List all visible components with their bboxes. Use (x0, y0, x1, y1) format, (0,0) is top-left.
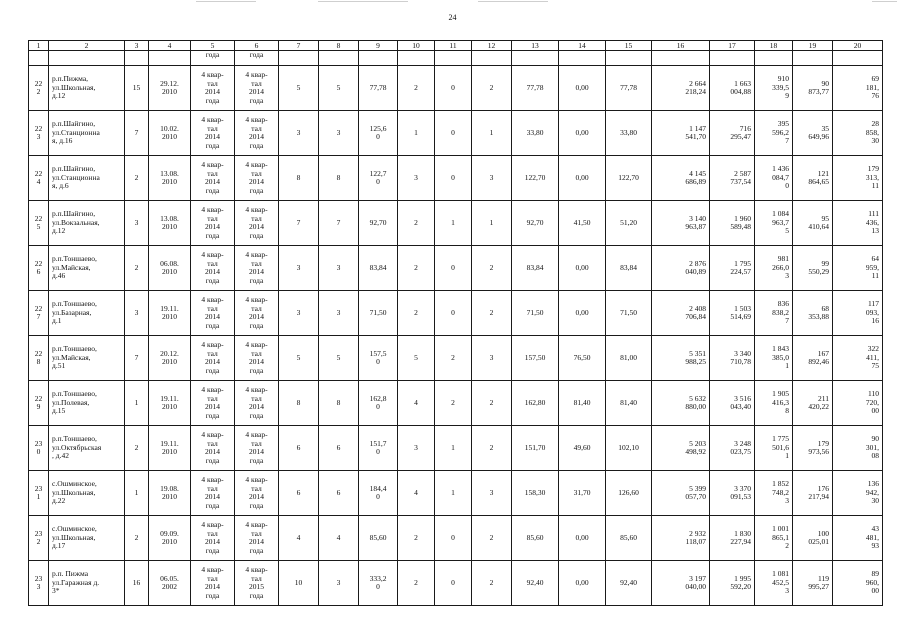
continued-cell (49, 51, 125, 66)
table-cell: 7 (319, 201, 359, 246)
table-cell: 322 411, 75 (833, 336, 883, 381)
table-cell: 102,10 (606, 426, 652, 471)
table-cell: 2 (398, 246, 435, 291)
table-cell: 5 (279, 66, 319, 111)
table-cell: 6 (279, 471, 319, 516)
table-cell: 16 (125, 561, 149, 606)
table-cell: 0,00 (559, 291, 606, 336)
table-cell: 2 664 218,24 (652, 66, 710, 111)
column-number-cell: 3 (125, 41, 149, 51)
table-cell: 76,50 (559, 336, 606, 381)
column-number-cell: 11 (435, 41, 472, 51)
table-cell: 122,70 (512, 156, 559, 201)
continued-cell (279, 51, 319, 66)
table-cell: 41,50 (559, 201, 606, 246)
table-cell: 90 301, 08 (833, 426, 883, 471)
table-cell: 5 203 498,92 (652, 426, 710, 471)
table-row (29, 66, 883, 111)
table-cell: 1 (472, 111, 512, 156)
table-cell: 23 2 (29, 516, 49, 561)
table-cell: 162,8 0 (359, 381, 398, 426)
table-cell: 23 0 (29, 426, 49, 471)
table-cell: 179 313, 11 (833, 156, 883, 201)
table-cell: 1 795 224,57 (710, 246, 755, 291)
table-cell: 2 (472, 516, 512, 561)
table-cell: 22 8 (29, 336, 49, 381)
table-cell: 89 960, 00 (833, 561, 883, 606)
table-row (29, 246, 883, 291)
table-cell: 1 843 385,0 1 (755, 336, 793, 381)
table-cell: 15 (125, 66, 149, 111)
table-cell: 22 4 (29, 156, 49, 201)
table-cell: 2 (125, 156, 149, 201)
continued-cell (559, 51, 606, 66)
table-cell: 4 квар- тал 2014 года (235, 66, 279, 111)
table-cell: 85,60 (359, 516, 398, 561)
column-number-cell: 4 (149, 41, 191, 51)
continued-cell (652, 51, 710, 66)
table-cell: 4 квар- тал 2014 года (235, 381, 279, 426)
table-cell: 83,84 (606, 246, 652, 291)
table-cell: 1 436 084,7 0 (755, 156, 793, 201)
continued-cell (512, 51, 559, 66)
table-cell: 1 830 227,94 (710, 516, 755, 561)
table-cell: 1 (435, 201, 472, 246)
table-cell: 4 квар- тал 2014 года (235, 516, 279, 561)
table-cell: 6 (279, 426, 319, 471)
table-cell: 2 (398, 561, 435, 606)
table-cell: 3 516 043,40 (710, 381, 755, 426)
table-cell: 1 084 963,7 5 (755, 201, 793, 246)
table-cell: 117 093, 16 (833, 291, 883, 336)
address-cell: с.Ошминское, ул.Школьная, д.17 (49, 516, 125, 561)
table-cell: 4 квар- тал 2014 года (235, 201, 279, 246)
table-cell: 110 720, 00 (833, 381, 883, 426)
table-cell: 3 (279, 291, 319, 336)
table-cell: 2 932 118,07 (652, 516, 710, 561)
table-cell: 90 873,77 (793, 66, 833, 111)
table-row (29, 516, 883, 561)
table-cell: 3 (398, 156, 435, 201)
table-cell: 10 (279, 561, 319, 606)
table-cell: 5 399 057,70 (652, 471, 710, 516)
table-cell: 85,60 (512, 516, 559, 561)
column-number-cell: 15 (606, 41, 652, 51)
table-cell: 1 995 592,20 (710, 561, 755, 606)
table-cell: 3 (319, 246, 359, 291)
table-cell: 981 266,0 3 (755, 246, 793, 291)
address-cell: с.Ошминское, ул.Школьная, д.22 (49, 471, 125, 516)
table-cell: 19.08. 2010 (149, 471, 191, 516)
table-cell: 121 864,65 (793, 156, 833, 201)
table-cell: 6 (319, 426, 359, 471)
table-cell: 0,00 (559, 561, 606, 606)
table-cell: 4 квар- тал 2014 года (191, 111, 235, 156)
table-cell: 3 (319, 561, 359, 606)
table-cell: 4 (279, 516, 319, 561)
table-cell: 33,80 (606, 111, 652, 156)
table-cell: 4 квар- тал 2014 года (191, 201, 235, 246)
table-row (29, 291, 883, 336)
column-number-row (29, 41, 883, 51)
table-cell: 71,50 (606, 291, 652, 336)
table-cell: 13.08. 2010 (149, 156, 191, 201)
continued-cell: года (235, 51, 279, 66)
table-row (29, 156, 883, 201)
table-cell: 3 340 710,78 (710, 336, 755, 381)
table-cell: 69 181, 76 (833, 66, 883, 111)
table-cell: 0,00 (559, 246, 606, 291)
address-cell: р.п.Шайгино, ул.Станционна я, д.6 (49, 156, 125, 201)
table-cell: 716 295,47 (710, 111, 755, 156)
table-cell: 176 217,94 (793, 471, 833, 516)
table-cell: 1 (125, 471, 149, 516)
table-cell: 92,70 (359, 201, 398, 246)
table-cell: 2 (472, 66, 512, 111)
table-cell: 4 квар- тал 2014 года (235, 291, 279, 336)
table-cell: 92,40 (512, 561, 559, 606)
table-cell: 92,40 (606, 561, 652, 606)
table-cell: 0 (435, 291, 472, 336)
table-cell: 6 (319, 471, 359, 516)
table-cell: 2 876 040,89 (652, 246, 710, 291)
table-cell: 1 663 004,88 (710, 66, 755, 111)
table-cell: 4 квар- тал 2014 года (235, 111, 279, 156)
table-cell: 4 квар- тал 2014 года (191, 156, 235, 201)
table-cell: 8 (279, 381, 319, 426)
table-cell: 3 (279, 246, 319, 291)
table-cell: 2 (398, 516, 435, 561)
table-cell: 1 001 865,1 2 (755, 516, 793, 561)
table-cell: 4 квар- тал 2014 года (191, 381, 235, 426)
table-cell: 4 145 686,89 (652, 156, 710, 201)
table-cell: 4 квар- тал 2014 года (191, 66, 235, 111)
table-cell: 23 3 (29, 561, 49, 606)
column-number-cell: 13 (512, 41, 559, 51)
table-cell: 3 (319, 111, 359, 156)
table-cell: 179 973,56 (793, 426, 833, 471)
continued-cell (125, 51, 149, 66)
table-cell: 0,00 (559, 66, 606, 111)
table-cell: 23 1 (29, 471, 49, 516)
continued-cell: года (191, 51, 235, 66)
table-cell: 43 481, 93 (833, 516, 883, 561)
table-cell: 29.12. 2010 (149, 66, 191, 111)
table-cell: 3 (125, 291, 149, 336)
table-cell: 100 025,01 (793, 516, 833, 561)
address-cell: р.п.Пижма, ул.Школьная, д.12 (49, 66, 125, 111)
table-cell: 4 квар- тал 2014 года (191, 336, 235, 381)
table-cell: 1 775 501,6 1 (755, 426, 793, 471)
table-cell: 2 (435, 381, 472, 426)
table-cell: 2 (435, 336, 472, 381)
table-cell: 7 (125, 111, 149, 156)
table-cell: 81,00 (606, 336, 652, 381)
table-cell: 2 587 737,54 (710, 156, 755, 201)
continued-cell (606, 51, 652, 66)
table-cell: 83,84 (512, 246, 559, 291)
table-cell: 4 квар- тал 2014 года (235, 471, 279, 516)
column-number-cell: 16 (652, 41, 710, 51)
continued-cell (793, 51, 833, 66)
table-cell: 68 353,88 (793, 291, 833, 336)
table-cell: 64 959, 11 (833, 246, 883, 291)
continued-cell (359, 51, 398, 66)
table-cell: 22 3 (29, 111, 49, 156)
table-cell: 3 370 091,53 (710, 471, 755, 516)
table-cell: 3 197 040,00 (652, 561, 710, 606)
continued-cell (710, 51, 755, 66)
table-cell: 7 (279, 201, 319, 246)
table-cell: 2 (472, 246, 512, 291)
table-cell: 99 550,29 (793, 246, 833, 291)
address-cell: р.п.Шайгино, ул.Вокзальная, д.12 (49, 201, 125, 246)
table-cell: 158,30 (512, 471, 559, 516)
table-cell: 151,70 (512, 426, 559, 471)
table-cell: 1 960 589,48 (710, 201, 755, 246)
table-cell: 184,4 0 (359, 471, 398, 516)
table-cell: 8 (279, 156, 319, 201)
table-cell: 33,80 (512, 111, 559, 156)
address-cell: р.п. Пижма ул.Гаражная д. 3* (49, 561, 125, 606)
column-number-cell: 7 (279, 41, 319, 51)
table-cell: 92,70 (512, 201, 559, 246)
table-cell: 2 (398, 201, 435, 246)
table-cell: 157,5 0 (359, 336, 398, 381)
table-cell: 162,80 (512, 381, 559, 426)
table-cell: 10.02. 2010 (149, 111, 191, 156)
table-cell: 3 248 023,75 (710, 426, 755, 471)
address-cell: р.п.Тоншаево, ул.Полевая, д.15 (49, 381, 125, 426)
table-cell: 4 (398, 381, 435, 426)
table-cell: 81,40 (606, 381, 652, 426)
table-cell: 95 410,64 (793, 201, 833, 246)
table-cell: 13.08. 2010 (149, 201, 191, 246)
table-cell: 3 (319, 291, 359, 336)
table-cell: 81,40 (559, 381, 606, 426)
table-cell: 0 (435, 111, 472, 156)
table-cell: 06.08. 2010 (149, 246, 191, 291)
table-cell: 49,60 (559, 426, 606, 471)
column-number-cell: 18 (755, 41, 793, 51)
column-number-cell: 20 (833, 41, 883, 51)
table-cell: 3 140 963,87 (652, 201, 710, 246)
table-row (29, 111, 883, 156)
table-cell: 0 (435, 66, 472, 111)
table-cell: 51,20 (606, 201, 652, 246)
table-cell: 8 (319, 381, 359, 426)
table-cell: 8 (319, 156, 359, 201)
table-cell: 4 (398, 471, 435, 516)
column-number-cell: 12 (472, 41, 512, 51)
table-cell: 5 (279, 336, 319, 381)
table-cell: 1 (125, 381, 149, 426)
table-cell: 122,7 0 (359, 156, 398, 201)
table-cell: 1 (435, 426, 472, 471)
table-cell: 77,78 (359, 66, 398, 111)
table-cell: 28 858, 30 (833, 111, 883, 156)
table-cell: 3 (472, 156, 512, 201)
table-cell: 22 2 (29, 66, 49, 111)
table-cell: 4 квар- тал 2014 года (235, 426, 279, 471)
address-cell: р.п.Шайгино, ул.Станционна я, д.16 (49, 111, 125, 156)
table-cell: 4 квар- тал 2014 года (191, 516, 235, 561)
table-cell: 5 632 880,00 (652, 381, 710, 426)
table-cell: 0 (435, 156, 472, 201)
table-cell: 0,00 (559, 516, 606, 561)
continued-cell (472, 51, 512, 66)
table-cell: 2 (472, 291, 512, 336)
table-cell: 333,2 0 (359, 561, 398, 606)
table-cell: 0,00 (559, 156, 606, 201)
table-cell: 151,7 0 (359, 426, 398, 471)
table-cell: 35 649,96 (793, 111, 833, 156)
table-cell: 1 (472, 201, 512, 246)
table-cell: 0,00 (559, 111, 606, 156)
page-number: 24 (448, 13, 457, 22)
table-cell: 4 квар- тал 2014 года (191, 291, 235, 336)
document-table (28, 40, 883, 606)
table-cell: 71,50 (359, 291, 398, 336)
table-cell: 119 995,27 (793, 561, 833, 606)
table-cell: 4 квар- тал 2014 года (191, 246, 235, 291)
address-cell: р.п.Тоншаево, ул.Базарная, д.1 (49, 291, 125, 336)
table-cell: 111 436, 13 (833, 201, 883, 246)
table-cell: 2 408 706,84 (652, 291, 710, 336)
table-cell: 22 9 (29, 381, 49, 426)
table-cell: 3 (472, 471, 512, 516)
table-cell: 22 7 (29, 291, 49, 336)
table-cell: 2 (472, 426, 512, 471)
column-number-cell: 10 (398, 41, 435, 51)
table-cell: 2 (398, 66, 435, 111)
table-cell: 1 (398, 111, 435, 156)
column-number-cell: 9 (359, 41, 398, 51)
table-cell: 77,78 (606, 66, 652, 111)
table-cell: 3 (279, 111, 319, 156)
table-cell: 06.05. 2002 (149, 561, 191, 606)
continued-cell (755, 51, 793, 66)
continued-cell (319, 51, 359, 66)
table-cell: 0 (435, 561, 472, 606)
table-cell: 83,84 (359, 246, 398, 291)
continued-row (29, 51, 883, 66)
table-cell: 395 596,2 7 (755, 111, 793, 156)
table-cell: 22 5 (29, 201, 49, 246)
table-cell: 2 (125, 246, 149, 291)
table-cell: 167 892,46 (793, 336, 833, 381)
table-cell: 122,70 (606, 156, 652, 201)
table-cell: 1 503 514,69 (710, 291, 755, 336)
table-cell: 136 942, 30 (833, 471, 883, 516)
table-cell: 2 (398, 291, 435, 336)
table-cell: 0 (435, 516, 472, 561)
table-cell: 4 квар- тал 2014 года (191, 561, 235, 606)
table-cell: 31,70 (559, 471, 606, 516)
table-cell: 3 (125, 201, 149, 246)
table-cell: 0 (435, 246, 472, 291)
table-row (29, 201, 883, 246)
continued-cell (398, 51, 435, 66)
scan-top-marks (0, 0, 905, 6)
continued-cell (29, 51, 49, 66)
column-number-cell: 2 (49, 41, 125, 51)
continued-cell (149, 51, 191, 66)
table-cell: 4 квар- тал 2014 года (191, 471, 235, 516)
table-cell: 4 квар- тал 2014 года (191, 426, 235, 471)
table-cell: 1 147 541,70 (652, 111, 710, 156)
table-row (29, 426, 883, 471)
table-cell: 7 (125, 336, 149, 381)
column-number-cell: 6 (235, 41, 279, 51)
table-cell: 19.11. 2010 (149, 426, 191, 471)
column-number-cell: 19 (793, 41, 833, 51)
column-number-cell: 5 (191, 41, 235, 51)
table-cell: 1 905 416,3 8 (755, 381, 793, 426)
table-cell: 157,50 (512, 336, 559, 381)
table-row (29, 336, 883, 381)
table-row (29, 561, 883, 606)
column-number-cell: 8 (319, 41, 359, 51)
table-row (29, 471, 883, 516)
data-table (28, 40, 883, 606)
column-number-cell: 17 (710, 41, 755, 51)
table-cell: 125,6 0 (359, 111, 398, 156)
table-cell: 1 081 452,5 3 (755, 561, 793, 606)
table-cell: 09.09. 2010 (149, 516, 191, 561)
table-row (29, 381, 883, 426)
table-cell: 3 (472, 336, 512, 381)
table-cell: 4 квар- тал 2015 года (235, 561, 279, 606)
table-cell: 5 (398, 336, 435, 381)
table-cell: 5 (319, 66, 359, 111)
table-cell: 85,60 (606, 516, 652, 561)
column-number-cell: 1 (29, 41, 49, 51)
address-cell: р.п.Тоншаево, ул.Майская, д.51 (49, 336, 125, 381)
table-cell: 2 (472, 381, 512, 426)
table-cell: 2 (472, 561, 512, 606)
table-cell: 5 (319, 336, 359, 381)
table-cell: 1 (435, 471, 472, 516)
address-cell: р.п.Тоншаево, ул.Майская, д.46 (49, 246, 125, 291)
table-cell: 126,60 (606, 471, 652, 516)
table-cell: 2 (125, 516, 149, 561)
table-cell: 1 852 748,2 3 (755, 471, 793, 516)
table-cell: 2 (125, 426, 149, 471)
continued-cell (435, 51, 472, 66)
table-cell: 4 квар- тал 2014 года (235, 336, 279, 381)
table-cell: 211 420,22 (793, 381, 833, 426)
table-cell: 19.11. 2010 (149, 291, 191, 336)
table-cell: 836 838,2 7 (755, 291, 793, 336)
table-cell: 22 6 (29, 246, 49, 291)
table-cell: 3 (398, 426, 435, 471)
column-number-cell: 14 (559, 41, 606, 51)
address-cell: р.п.Тоншаево, ул.Октябрьская , д.42 (49, 426, 125, 471)
continued-cell (833, 51, 883, 66)
table-cell: 5 351 988,25 (652, 336, 710, 381)
table-cell: 71,50 (512, 291, 559, 336)
table-cell: 20.12. 2010 (149, 336, 191, 381)
table-cell: 4 квар- тал 2014 года (235, 156, 279, 201)
table-cell: 910 339,5 9 (755, 66, 793, 111)
table-cell: 4 (319, 516, 359, 561)
table-cell: 77,78 (512, 66, 559, 111)
table-cell: 19.11. 2010 (149, 381, 191, 426)
table-cell: 4 квар- тал 2014 года (235, 246, 279, 291)
